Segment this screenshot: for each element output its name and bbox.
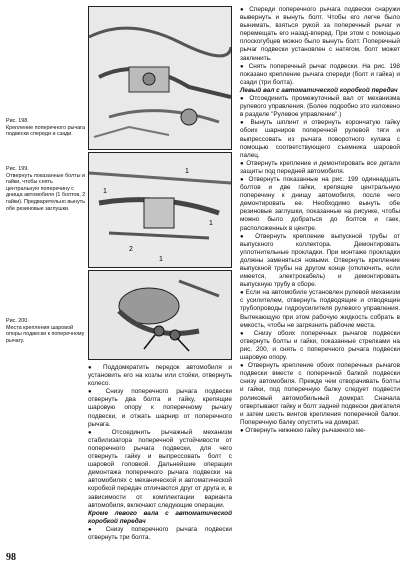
section-subheading: Левый вал с автоматической коробкой передач xyxy=(240,86,398,94)
figure-199-illustration xyxy=(88,152,232,268)
caption-title: Рис. 199. xyxy=(6,166,29,172)
instruction-paragraph: ● Вынуть шплинт и отвернуть корончатую гайку обоих шарниров поперечной рулевой тяги и выпрессовать из рычага поворотного кулака с помощью соответствующего съемника шаровой палец. xyxy=(240,119,400,159)
instruction-paragraph: ● Отвернуть крепление обоих поперечных рычагов подвески вместе с поперечной балкой подвески снизу автомобиля. Прежде чем отворачивать болты и гайки, под поперечную балку следует подвести роликовый автомобильный домкрат. Сначала отвертывают гайку и болт задней подвески двигателя и затем шесть винтов крепления поперечной балки. Поперечную балку опустить на домкрат. xyxy=(240,362,400,427)
callout-label: 1 xyxy=(209,220,213,227)
right-text-column xyxy=(240,6,400,435)
figure-caption-199 xyxy=(6,166,86,212)
figure-caption-200 xyxy=(6,318,86,344)
caption-text: Отвернуть показанные болты и гайки, чтобы снять центральную поперечину с днища автомобиля (1 болтов, 2 гайки). Предварительно вынуть обе резиновые заглушки. xyxy=(6,172,86,212)
callout-label: 1 xyxy=(103,188,107,195)
instruction-paragraph: ● Отсоединить промежуточный вал от механизма рулевого управления. (Более подробно это изложено в разделе "Рулевое управление".) xyxy=(240,95,400,119)
caption-text: Места крепления шаровой опоры подвески к поперечному рычагу. xyxy=(6,324,85,344)
callout-label: 2 xyxy=(129,246,133,253)
instruction-paragraph: ● Отвернуть крепление выпускной трубы от выпускного коллектора. Демонтировать уплотнительные прокладки. При монтаже прокладки должны заменяться новыми. Отвернуть крепление выпускной трубы на другом конце (отключить, если имеется, электрокабель) и демонтировать выпускную трубу в сборе. xyxy=(240,233,400,290)
instruction-paragraph: ● Отсоединить рычажный механизм стабилизатора поперечной устойчивости от поперечного рычага подвески, для чего отвернуть гайку и выпрессовать болт с шаровой головкой. Дальнейшие операции демонтажа поперечного рычага подвески на автомобилях с механической и автоматической коробкой передач отличаются друг от друга и, в зависимости от комплектации варианта автомобиля, включают следующие операции. xyxy=(88,429,232,510)
section-subheading: Кроме левого вала с автоматической коробкой передач xyxy=(88,509,232,525)
callout-label: 1 xyxy=(159,256,163,263)
instruction-paragraph: ● Спереди поперечного рычага подвески снаружи вывернуть и вынуть болт. Чтобы его легче было вынимать, взяться рукой за поперечный рычаг и перемещать его назад-вперед. При этом с помощью плоскогубцев можно было вынуть болт. Поперечный рычаг подвески установлен с натягом, болт может заклинить. xyxy=(240,6,400,63)
page-number: 98 xyxy=(6,552,16,563)
instruction-paragraph: ● Поддомкратить передок автомобиля и установить его на козлы или стойки, отвернуть колесо. xyxy=(88,364,232,388)
crossmember-drawing xyxy=(89,153,231,267)
ball-joint-drawing xyxy=(89,271,231,359)
figure-198-illustration xyxy=(88,6,232,150)
instruction-paragraph: ● Отвернуть крепление и демонтировать все детали защиты под передней автомобиля. xyxy=(240,160,400,176)
caption-title: Рис. 198. xyxy=(6,118,29,124)
suspension-arm-drawing xyxy=(89,7,231,149)
instruction-paragraph: ● Отвернуть показанные на рис. 199 одиннадцать болтов и две гайки, крепящие центральную поперечину к днищу автомобиля, после чего демонтировать ее. Необходимо вынуть обе резиновые заглушки, показанные на рисунке, чтобы можно было добраться до болтов и гаек, расположенных в центре. xyxy=(240,176,400,233)
instruction-paragraph: ● Снизу обоих поперечных рычагов подвески отвернуть болты и гайки, показанные стрелками на рис. 200, и снять с поперечного рычага подвески шаровую опору. xyxy=(240,330,400,362)
figure-caption-198 xyxy=(6,118,86,138)
caption-title: Рис. 200. xyxy=(6,318,29,324)
callout-label: 1 xyxy=(185,168,189,175)
instruction-paragraph: ● Снять поперечный рычаг подвески. На рис. 198 показано крепление рычага спереди (болт и гайка) и сзади (три болта). xyxy=(240,63,400,87)
figure-200-illustration xyxy=(88,270,232,360)
instruction-paragraph: ● Отвернуть нижнюю гайку рычажного ме- xyxy=(240,427,400,435)
instruction-paragraph: ● Если на автомобиле установлен рулевой механизм с усилителем, отвернуть подводящие и отводящие трубопроводы гидроусилителя рулевого управления. Вытекающую при этом рабочую жидкость собрать в емкость, чтобы не загрязнить рабочие места. xyxy=(240,289,400,329)
instruction-paragraph: ● Снизу поперечного рычага подвески отвернуть три болта. xyxy=(88,526,232,542)
caption-text: Крепление поперечного рычага подвески спереди и сзади. xyxy=(6,124,85,138)
bottom-text-column xyxy=(88,364,232,542)
instruction-paragraph: ● Снизу поперечного рычага подвески отвернуть два болта и гайку, крепящие шаровую опору к поперечному рычагу подвески, и отжать шарнир от поперечного рычага. xyxy=(88,388,232,428)
